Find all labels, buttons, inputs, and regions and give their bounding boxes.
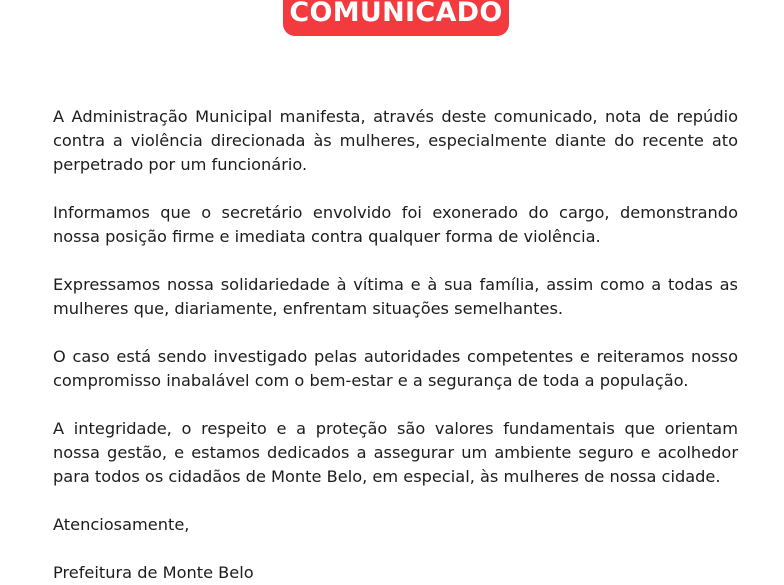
signature: Prefeitura de Monte Belo [53, 563, 254, 582]
paragraph-exoneracao: Informamos que o secretário envolvido foi exonerado do cargo, demonstrando nossa posição firme e imediata contra qualquer forma de violência. [53, 203, 738, 246]
comunicado-badge [283, 0, 509, 36]
paragraph-valores: A integridade, o respeito e a proteção são valores fundamentais que orientam nossa gestão, e estamos dedicados a assegurar um ambiente seguro e acolhedor para todos os cidadãos de Monte Belo, em especial, às mulheres de nossa cidade. [53, 419, 738, 486]
closing-salutation: Atenciosamente, [53, 515, 190, 534]
badge-title: COMUNICADO [289, 0, 503, 28]
paragraph-investigacao: O caso está sendo investigado pelas autoridades competentes e reiteramos nosso compromisso inabalável com o bem-estar e a segurança de toda a população. [53, 347, 738, 390]
letter-body [53, 105, 738, 585]
paragraph-solidariedade: Expressamos nossa solidariedade à vítima e à sua família, assim como a todas as mulheres que, diariamente, enfrentam situações semelhantes. [53, 275, 738, 318]
paragraph-repudio: A Administração Municipal manifesta, através deste comunicado, nota de repúdio contra a violência direcionada às mulheres, especialmente diante do recente ato perpetrado por um funcionário. [53, 107, 738, 174]
